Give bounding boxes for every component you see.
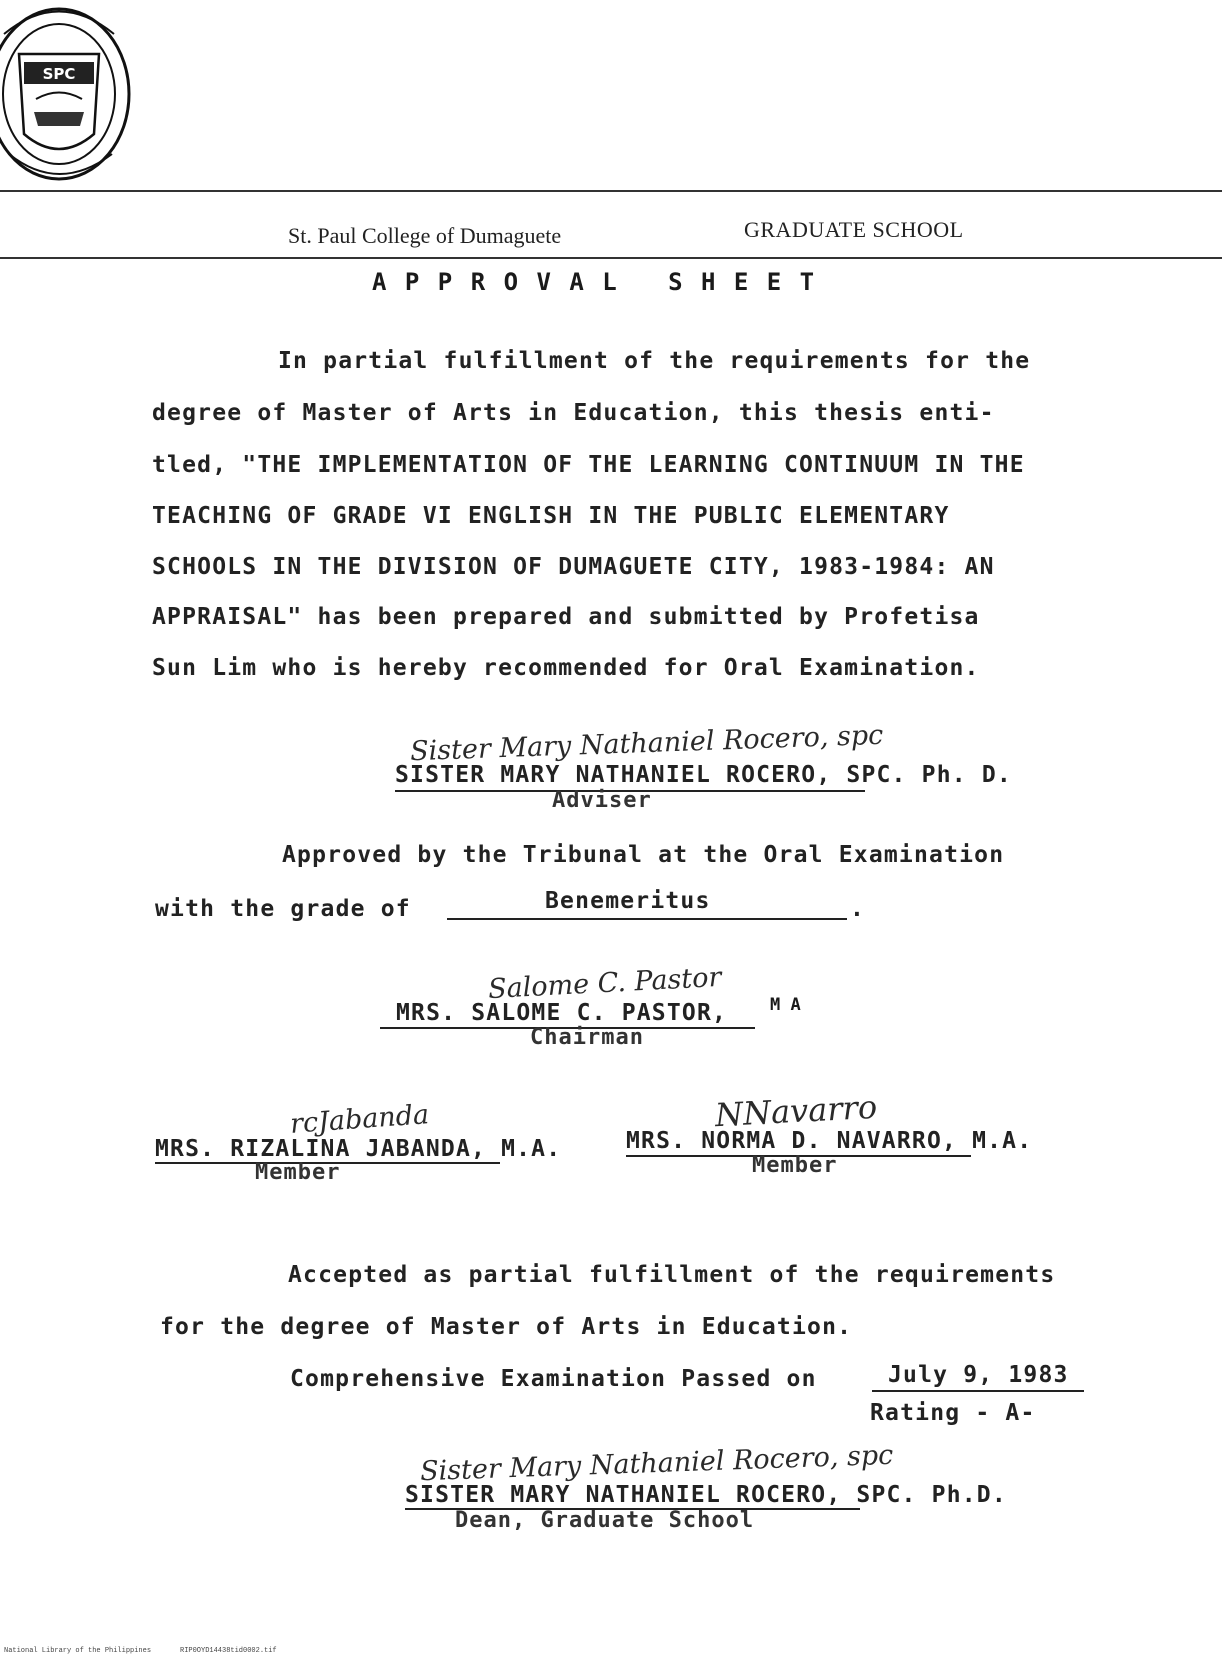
adviser-signature: Sister Mary Nathaniel Rocero, spc [409, 719, 884, 768]
member2-name: MRS. NORMA D. NAVARRO, M.A. [626, 1128, 1033, 1154]
body-line-1: In partial fulfillment of the requirements for the [278, 348, 1031, 374]
acceptance-line-2: for the degree of Master of Arts in Education. [160, 1314, 853, 1340]
college-seal [0, 0, 144, 194]
member2-role: Member [752, 1153, 838, 1178]
adviser-name: SISTER MARY NATHANIEL ROCERO, SPC. Ph. D. [395, 762, 1012, 788]
chairman-role: Chairman [530, 1025, 644, 1050]
document-title: A P P R O V A L S H E E T [372, 268, 817, 296]
footer-library-credit: National Library of the Philippines [4, 1647, 152, 1655]
comp-exam-label: Comprehensive Examination Passed on [290, 1366, 817, 1392]
body-line-3: tled, "THE IMPLEMENTATION OF THE LEARNING CONTINUUM IN THE [152, 452, 1025, 478]
member1-role: Member [255, 1160, 341, 1185]
tribunal-line-2-prefix: with the grade of [155, 896, 411, 922]
dean-name: SISTER MARY NATHANIEL ROCERO, SPC. Ph.D. [405, 1482, 1007, 1508]
grade-underline [447, 918, 847, 920]
tribunal-line-2-suffix: . [850, 896, 866, 922]
chairman-degree: M A [770, 995, 801, 1015]
body-line-4: TEACHING OF GRADE VI ENGLISH IN THE PUBLIC ELEMENTARY [152, 503, 950, 529]
grade-value: Benemeritus [545, 888, 711, 914]
department-name: GRADUATE SCHOOL [744, 217, 964, 242]
body-line-2: degree of Master of Arts in Education, this thesis enti- [152, 400, 995, 426]
comp-exam-date: July 9, 1983 [888, 1362, 1069, 1388]
chairman-name: MRS. SALOME C. PASTOR, [396, 1000, 728, 1026]
footer-file-id: RIP0OYD14438tid0002.tif [180, 1647, 277, 1655]
comp-exam-rating: Rating - A- [870, 1400, 1036, 1426]
seal-text: SPC [42, 65, 76, 83]
chairman-signature: Salome C. Pastor [487, 961, 723, 1006]
body-line-7: Sun Lim who is hereby recommended for Oral Examination. [152, 655, 980, 681]
acceptance-line-1: Accepted as partial fulfillment of the requirements [288, 1262, 1056, 1288]
comp-date-underline [872, 1390, 1084, 1392]
school-name: St. Paul College of Dumaguete [288, 223, 562, 248]
member1-name: MRS. RIZALINA JABANDA, M.A. [155, 1136, 562, 1162]
member2-signature: NNavarro [714, 1087, 878, 1135]
body-line-6: APPRAISAL" has been prepared and submitted by Profetisa [152, 604, 980, 630]
body-line-5: SCHOOLS IN THE DIVISION OF DUMAGUETE CITY, 1983-1984: AN [152, 554, 995, 580]
header-bottom-rule [0, 257, 1222, 259]
member1-signature: rcJabanda [289, 1099, 431, 1140]
adviser-role: Adviser [552, 788, 652, 813]
header-top-rule [0, 190, 1222, 192]
dean-role: Dean, Graduate School [455, 1508, 755, 1533]
dean-signature: Sister Mary Nathaniel Rocero, spc [419, 1439, 894, 1488]
tribunal-line-1: Approved by the Tribunal at the Oral Examination [282, 842, 1005, 868]
